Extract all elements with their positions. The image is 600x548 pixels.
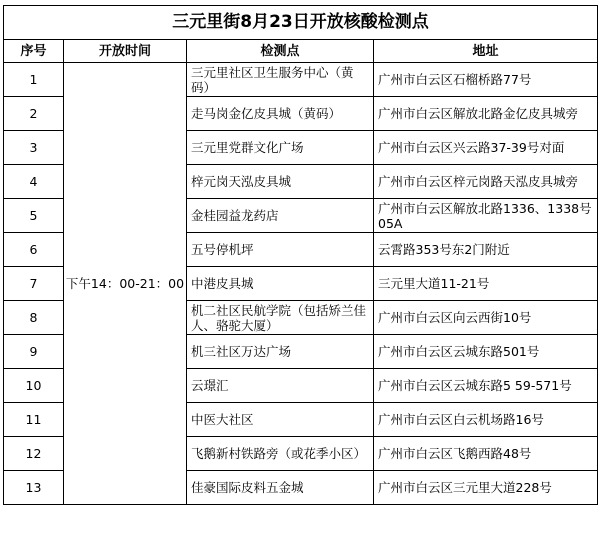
seq-cell: 12: [4, 437, 64, 471]
site-cell: 三元里社区卫生服务中心（黄码）: [187, 63, 374, 97]
site-cell: 机三社区万达广场: [187, 335, 374, 369]
address-cell: 广州市白云区飞鹅西路48号: [374, 437, 598, 471]
seq-cell: 6: [4, 233, 64, 267]
address-cell: 广州市白云区解放北路金亿皮具城旁: [374, 97, 598, 131]
address-cell: 广州市白云区三元里大道228号: [374, 471, 598, 505]
site-cell: 中港皮具城: [187, 267, 374, 301]
site-cell: 三元里党群文化广场: [187, 131, 374, 165]
seq-cell: 5: [4, 199, 64, 233]
table-row: [4, 63, 598, 97]
header-seq: 序号: [4, 40, 64, 63]
address-cell: 广州市白云区云城东路5 59-571号: [374, 369, 598, 403]
address-cell: 广州市白云区兴云路37-39号对面: [374, 131, 598, 165]
seq-cell: 8: [4, 301, 64, 335]
seq-cell: 13: [4, 471, 64, 505]
seq-cell: 10: [4, 369, 64, 403]
seq-cell: 11: [4, 403, 64, 437]
header-site: 检测点: [187, 40, 374, 63]
header-address: 地址: [374, 40, 598, 63]
open-time-cell: 下午14：00-21：00: [64, 63, 187, 505]
seq-cell: 4: [4, 165, 64, 199]
site-cell: 飞鹅新村铁路旁（或花季小区）: [187, 437, 374, 471]
site-cell: 中医大社区: [187, 403, 374, 437]
header-row: [4, 40, 598, 63]
site-cell: 云璟汇: [187, 369, 374, 403]
seq-cell: 3: [4, 131, 64, 165]
site-cell: 佳豪国际皮料五金城: [187, 471, 374, 505]
site-cell: 五号停机坪: [187, 233, 374, 267]
site-cell: 梓元岗天泓皮具城: [187, 165, 374, 199]
site-cell: 走马岗金亿皮具城（黄码）: [187, 97, 374, 131]
site-cell: 金桂园益龙药店: [187, 199, 374, 233]
seq-cell: 2: [4, 97, 64, 131]
address-cell: 广州市白云区向云西街10号: [374, 301, 598, 335]
address-cell: 广州市白云区石榴桥路77号: [374, 63, 598, 97]
address-cell: 广州市白云区梓元岗路天泓皮具城旁: [374, 165, 598, 199]
site-cell: 机二社区民航学院（包括矫兰佳人、骆驼大厦）: [187, 301, 374, 335]
address-cell: 广州市白云区解放北路1336、1338号05A: [374, 199, 598, 233]
table-title: 三元里街8月23日开放核酸检测点: [4, 6, 598, 40]
address-cell: 三元里大道11-21号: [374, 267, 598, 301]
address-cell: 广州市白云区云城东路501号: [374, 335, 598, 369]
testing-sites-table: [3, 5, 598, 505]
seq-cell: 1: [4, 63, 64, 97]
seq-cell: 9: [4, 335, 64, 369]
address-cell: 广州市白云区白云机场路16号: [374, 403, 598, 437]
header-time: 开放时间: [64, 40, 187, 63]
seq-cell: 7: [4, 267, 64, 301]
address-cell: 云霄路353号东2门附近: [374, 233, 598, 267]
